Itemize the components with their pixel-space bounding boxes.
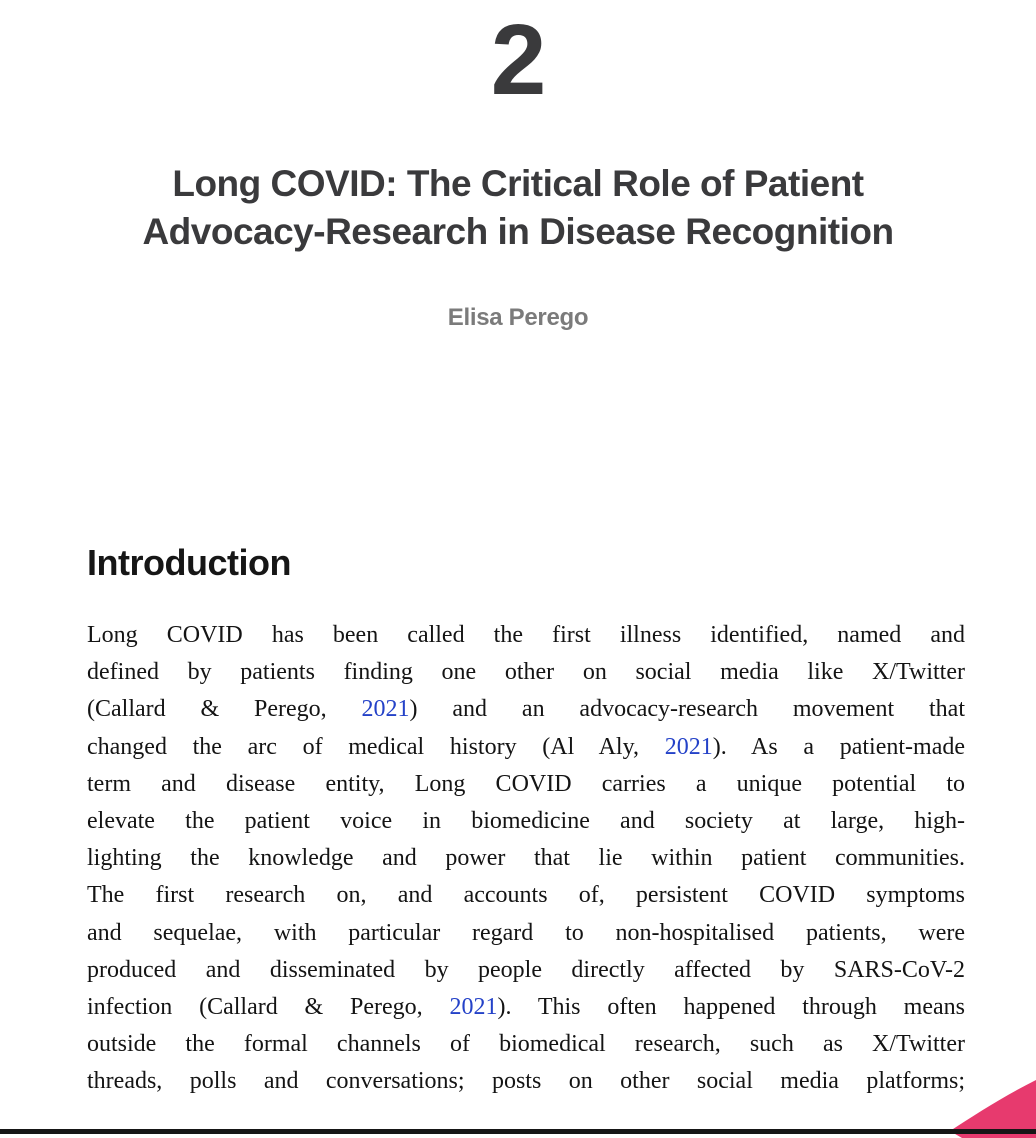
- citation-link[interactable]: 2021: [664, 733, 713, 760]
- paragraph-line: defined by patients finding one other on social media like X/Twitter: [87, 659, 965, 686]
- paragraph-line: elevate the patient voice in biomedicine and society at large, high-: [87, 808, 965, 835]
- paragraph-line: threads, polls and conversations; posts on other social media platforms;: [87, 1068, 965, 1095]
- chapter-number: 2: [490, 4, 546, 116]
- chapter-title-line-2: Advocacy-Research in Disease Recognition: [142, 211, 894, 252]
- chapter-title-line-1: Long COVID: The Critical Role of Patient: [172, 163, 864, 204]
- intro-paragraph: [87, 617, 965, 1101]
- paragraph-line: lighting the knowledge and power that lie within patient communities.: [87, 845, 965, 872]
- paragraph-line: term and disease entity, Long COVID carries a unique potential to: [87, 770, 965, 797]
- paragraph-line: and sequelae, with particular regard to non-hospitalised patients, were: [87, 919, 965, 946]
- paragraph-line: produced and disseminated by people directly affected by SARS-CoV-2: [87, 956, 965, 983]
- chapter-title: [0, 160, 1036, 256]
- section-heading: Introduction: [87, 542, 291, 583]
- citation-link[interactable]: 2021: [449, 994, 498, 1021]
- author-name: Elisa Perego: [447, 304, 589, 331]
- paragraph-line: Long COVID has been called the first illness identified, named and: [87, 622, 965, 648]
- paragraph-line: The first research on, and accounts of, persistent COVID symptoms: [87, 882, 965, 909]
- paragraph-line: infection (Callard & Perego, 2021). This often happened through means: [87, 994, 965, 1021]
- paragraph-line: outside the formal channels of biomedical research, such as X/Twitter: [87, 1031, 965, 1058]
- paragraph-line: (Callard & Perego, 2021) and an advocacy-research movement that: [87, 696, 965, 723]
- citation-link[interactable]: 2021: [361, 696, 410, 723]
- footer-rule-bar: [0, 1129, 1036, 1134]
- paragraph-line: changed the arc of medical history (Al Aly, 2021). As a patient-made: [87, 733, 965, 760]
